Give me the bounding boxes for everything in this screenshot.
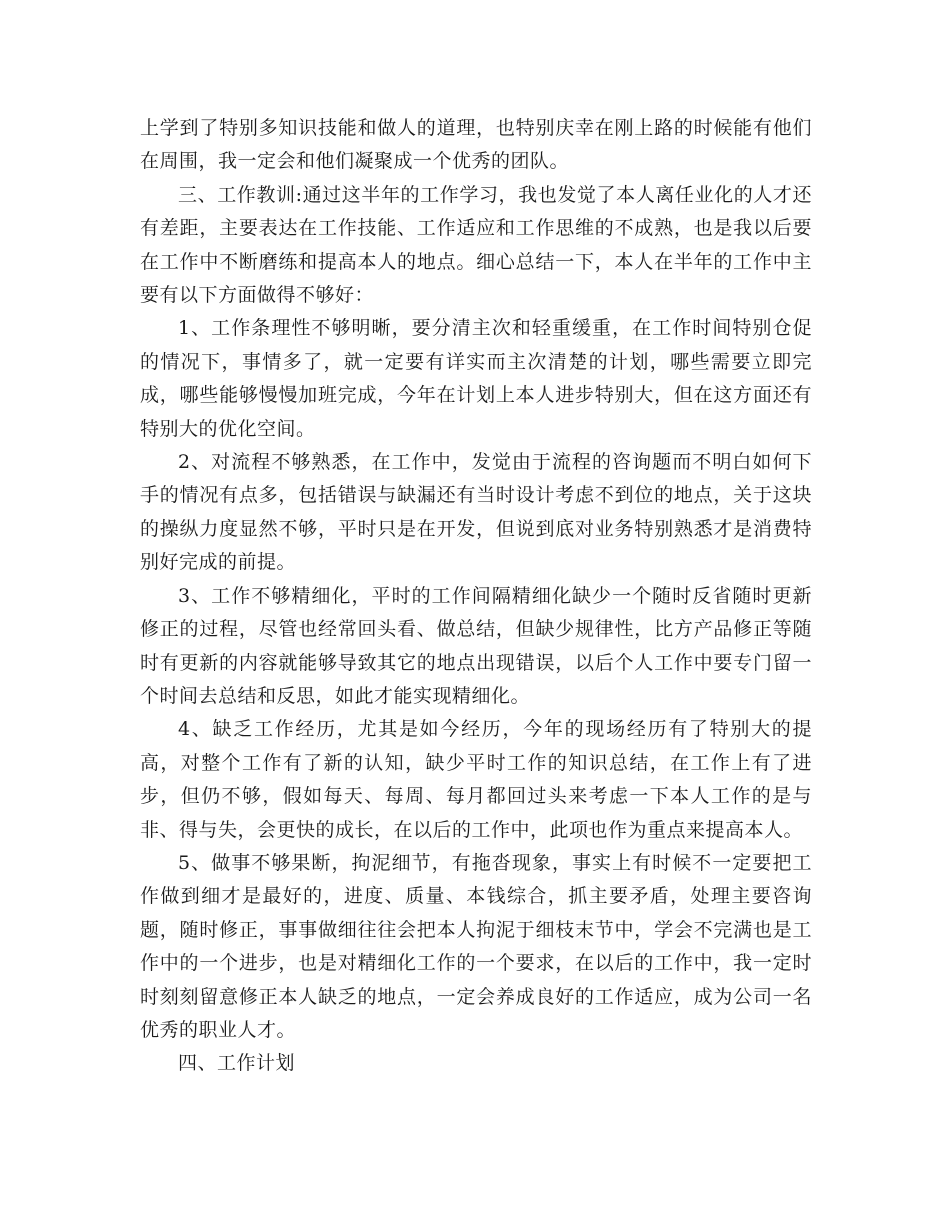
paragraph-continuation: 上学到了特别多知识技能和做人的道理，也特别庆幸在刚上路的时候能有他们在周围，我一定会和他们凝聚成一个优秀的团队。 bbox=[140, 117, 812, 173]
paragraph-item-2: 2、对流程不够熟悉，在工作中，发觉由于流程的咨询题而不明白如何下手的情况有点多，包括错误与缺漏还有当时设计考虑不到位的地点，关于这块的操纵力度显然不够，平时只是在开发，但说到底对业务特别熟悉才是消费特别好完成的前提。 bbox=[140, 451, 812, 574]
paragraph-lessons-heading: 三、工作教训:通过这半年的工作学习，我也发觉了本人离任业化的人才还有差距，主要表达在工作技能、工作适应和工作思维的不成熟，也是我以后要在工作中不断磨练和提高本人的地点。细心总结一下，本人在半年的工作中主要有以下方面做得不够好： bbox=[140, 183, 812, 307]
paragraph-item-1: 1、工作条理性不够明晰，要分清主次和轻重缓重，在工作时间特别仓促的情况下，事情多了，就一定要有详实而主次清楚的计划，哪些需要立即完成，哪些能够慢慢加班完成，今年在计划上本人进步特别大，但在这方面还有特别大的优化空间。 bbox=[140, 317, 812, 440]
paragraph-item-4: 4、缺乏工作经历，尤其是如今经历，今年的现场经历有了特别大的提高，对整个工作有了新的认知，缺少平时工作的知识总结，在工作上有了进步，但仍不够，假如每天、每周、每月都回过头来考虑一下本人工作的是与非、得与失，会更快的成长，在以后的工作中，此项也作为重点来提高本人。 bbox=[140, 718, 812, 841]
paragraph-item-5: 5、做事不够果断，拘泥细节，有拖沓现象，事实上有时候不一定要把工作做到细才是最好的，进度、质量、本钱综合，抓主要矛盾，处理主要咨询题，随时修正，事事做细往往会把本人拘泥于细枝末节中，学会不完满也是工作中的一个进步，也是对精细化工作的一个要求，在以后的工作中，我一定时时刻刻留意修正本人缺乏的地点，一定会养成良好的工作适应，成为公司一名优秀的职业人才。 bbox=[140, 851, 812, 1041]
document-body bbox=[140, 112, 812, 1081]
section-heading-work-plan: 四、工作计划 bbox=[178, 1052, 296, 1075]
paragraph-item-3: 3、工作不够精细化，平时的工作间隔精细化缺少一个随时反省随时更新修正的过程，尽管也经常回头看、做总结，但缺少规律性，比方产品修正等随时有更新的内容就能够导致其它的地点出现错误，以后个人工作中要专门留一个时间去总结和反思，如此才能实现精细化。 bbox=[140, 584, 812, 707]
